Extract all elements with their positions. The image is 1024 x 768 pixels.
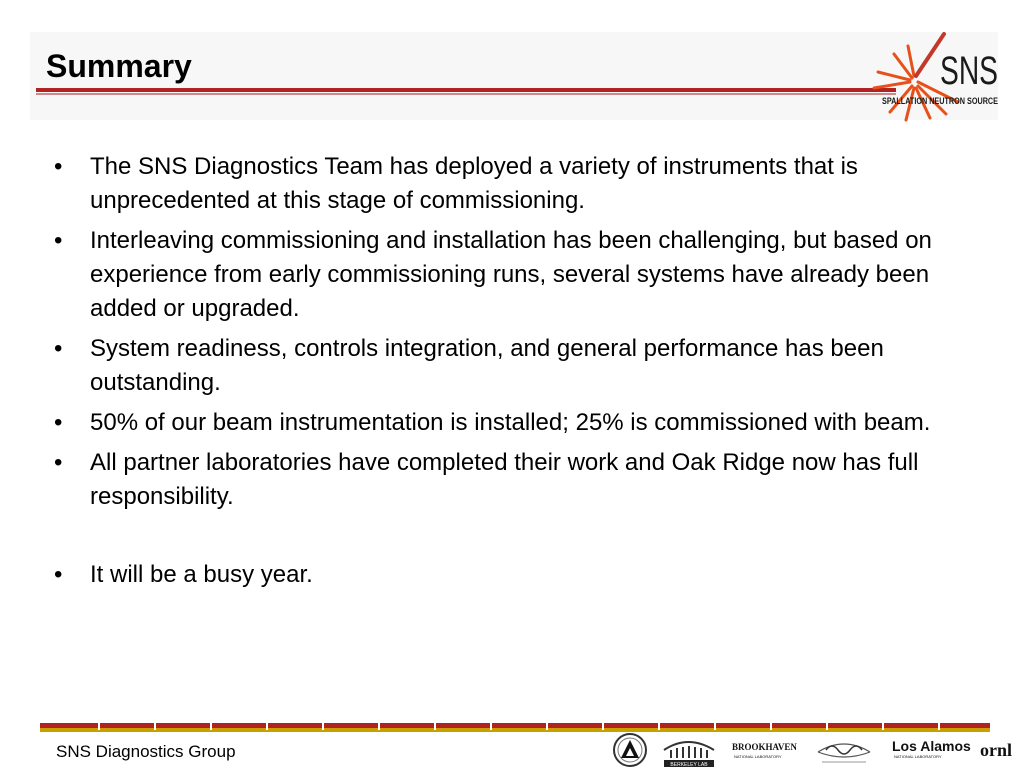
footer-tick — [154, 722, 156, 730]
bullet-list — [46, 150, 991, 598]
bullet-text: 50% of our beam instrumentation is installed; 25% is commissioned with beam. — [90, 409, 931, 436]
bullet-text: All partner laboratories have completed their work and Oak Ridge now has full responsibility. — [90, 449, 919, 510]
bullet-item — [46, 446, 991, 514]
ornl-logo-text: ornl — [980, 740, 1013, 760]
footer-group-name: SNS Diagnostics Group — [56, 742, 236, 761]
footer-tick — [210, 722, 212, 730]
footer-tick — [882, 722, 884, 730]
bullet-item — [46, 406, 991, 440]
bullet-item — [46, 332, 991, 400]
bullet-text: System readiness, controls integration, and general performance has been outstanding. — [90, 335, 884, 396]
brookhaven-logo-subtext: NATIONAL LABORATORY — [734, 754, 782, 759]
los-alamos-logo-subtext: NATIONAL LABORATORY — [894, 754, 942, 759]
footer-tick — [826, 722, 828, 730]
berkeley-lab-logo-icon — [660, 732, 718, 768]
footer-tick — [602, 722, 604, 730]
title-divider-shadow — [36, 93, 896, 95]
bullet-marker: • — [54, 561, 63, 588]
bullet-marker: • — [54, 227, 63, 254]
bullet-marker: • — [54, 335, 63, 362]
bullet-item — [46, 224, 991, 326]
footer-tick — [938, 722, 940, 730]
argonne-logo-icon — [610, 732, 650, 768]
bullet-text: Interleaving commissioning and installation has been challenging, but based on experience from early commissioning runs, several systems have already been added or upgraded. — [90, 227, 932, 322]
footer-tick — [770, 722, 772, 730]
bullet-item — [46, 150, 991, 218]
sns-logo-text: SNS — [940, 49, 998, 93]
title-divider — [36, 88, 896, 92]
footer-tick — [714, 722, 716, 730]
bullet-item — [46, 558, 991, 592]
sns-logo-subtitle: SPALLATION NEUTRON SOURCE — [882, 96, 998, 106]
bullet-text: It will be a busy year. — [90, 561, 313, 588]
bullet-marker: • — [54, 409, 63, 436]
berkeley-lab-logo-text: BERKELEY LAB — [670, 762, 708, 768]
footer-tick — [490, 722, 492, 730]
footer-tick — [266, 722, 268, 730]
footer-tick — [658, 722, 660, 730]
bullet-text: The SNS Diagnostics Team has deployed a variety of instruments that is unprecedented at this stage of commissioning. — [90, 153, 858, 214]
footer-tick — [378, 722, 380, 730]
bullet-marker: • — [54, 153, 63, 180]
jefferson-lab-logo-icon — [812, 732, 876, 768]
footer-tick — [322, 722, 324, 730]
footer-tick — [98, 722, 100, 730]
footer-tick — [434, 722, 436, 730]
footer-tick — [546, 722, 548, 730]
slide-title: Summary — [46, 48, 192, 84]
sns-logo — [870, 32, 1000, 124]
brookhaven-logo-text: BROOKHAVEN — [732, 742, 797, 752]
bullet-marker: • — [54, 449, 63, 476]
los-alamos-logo-text: Los Alamos — [892, 738, 971, 754]
partner-logos — [606, 732, 1021, 768]
